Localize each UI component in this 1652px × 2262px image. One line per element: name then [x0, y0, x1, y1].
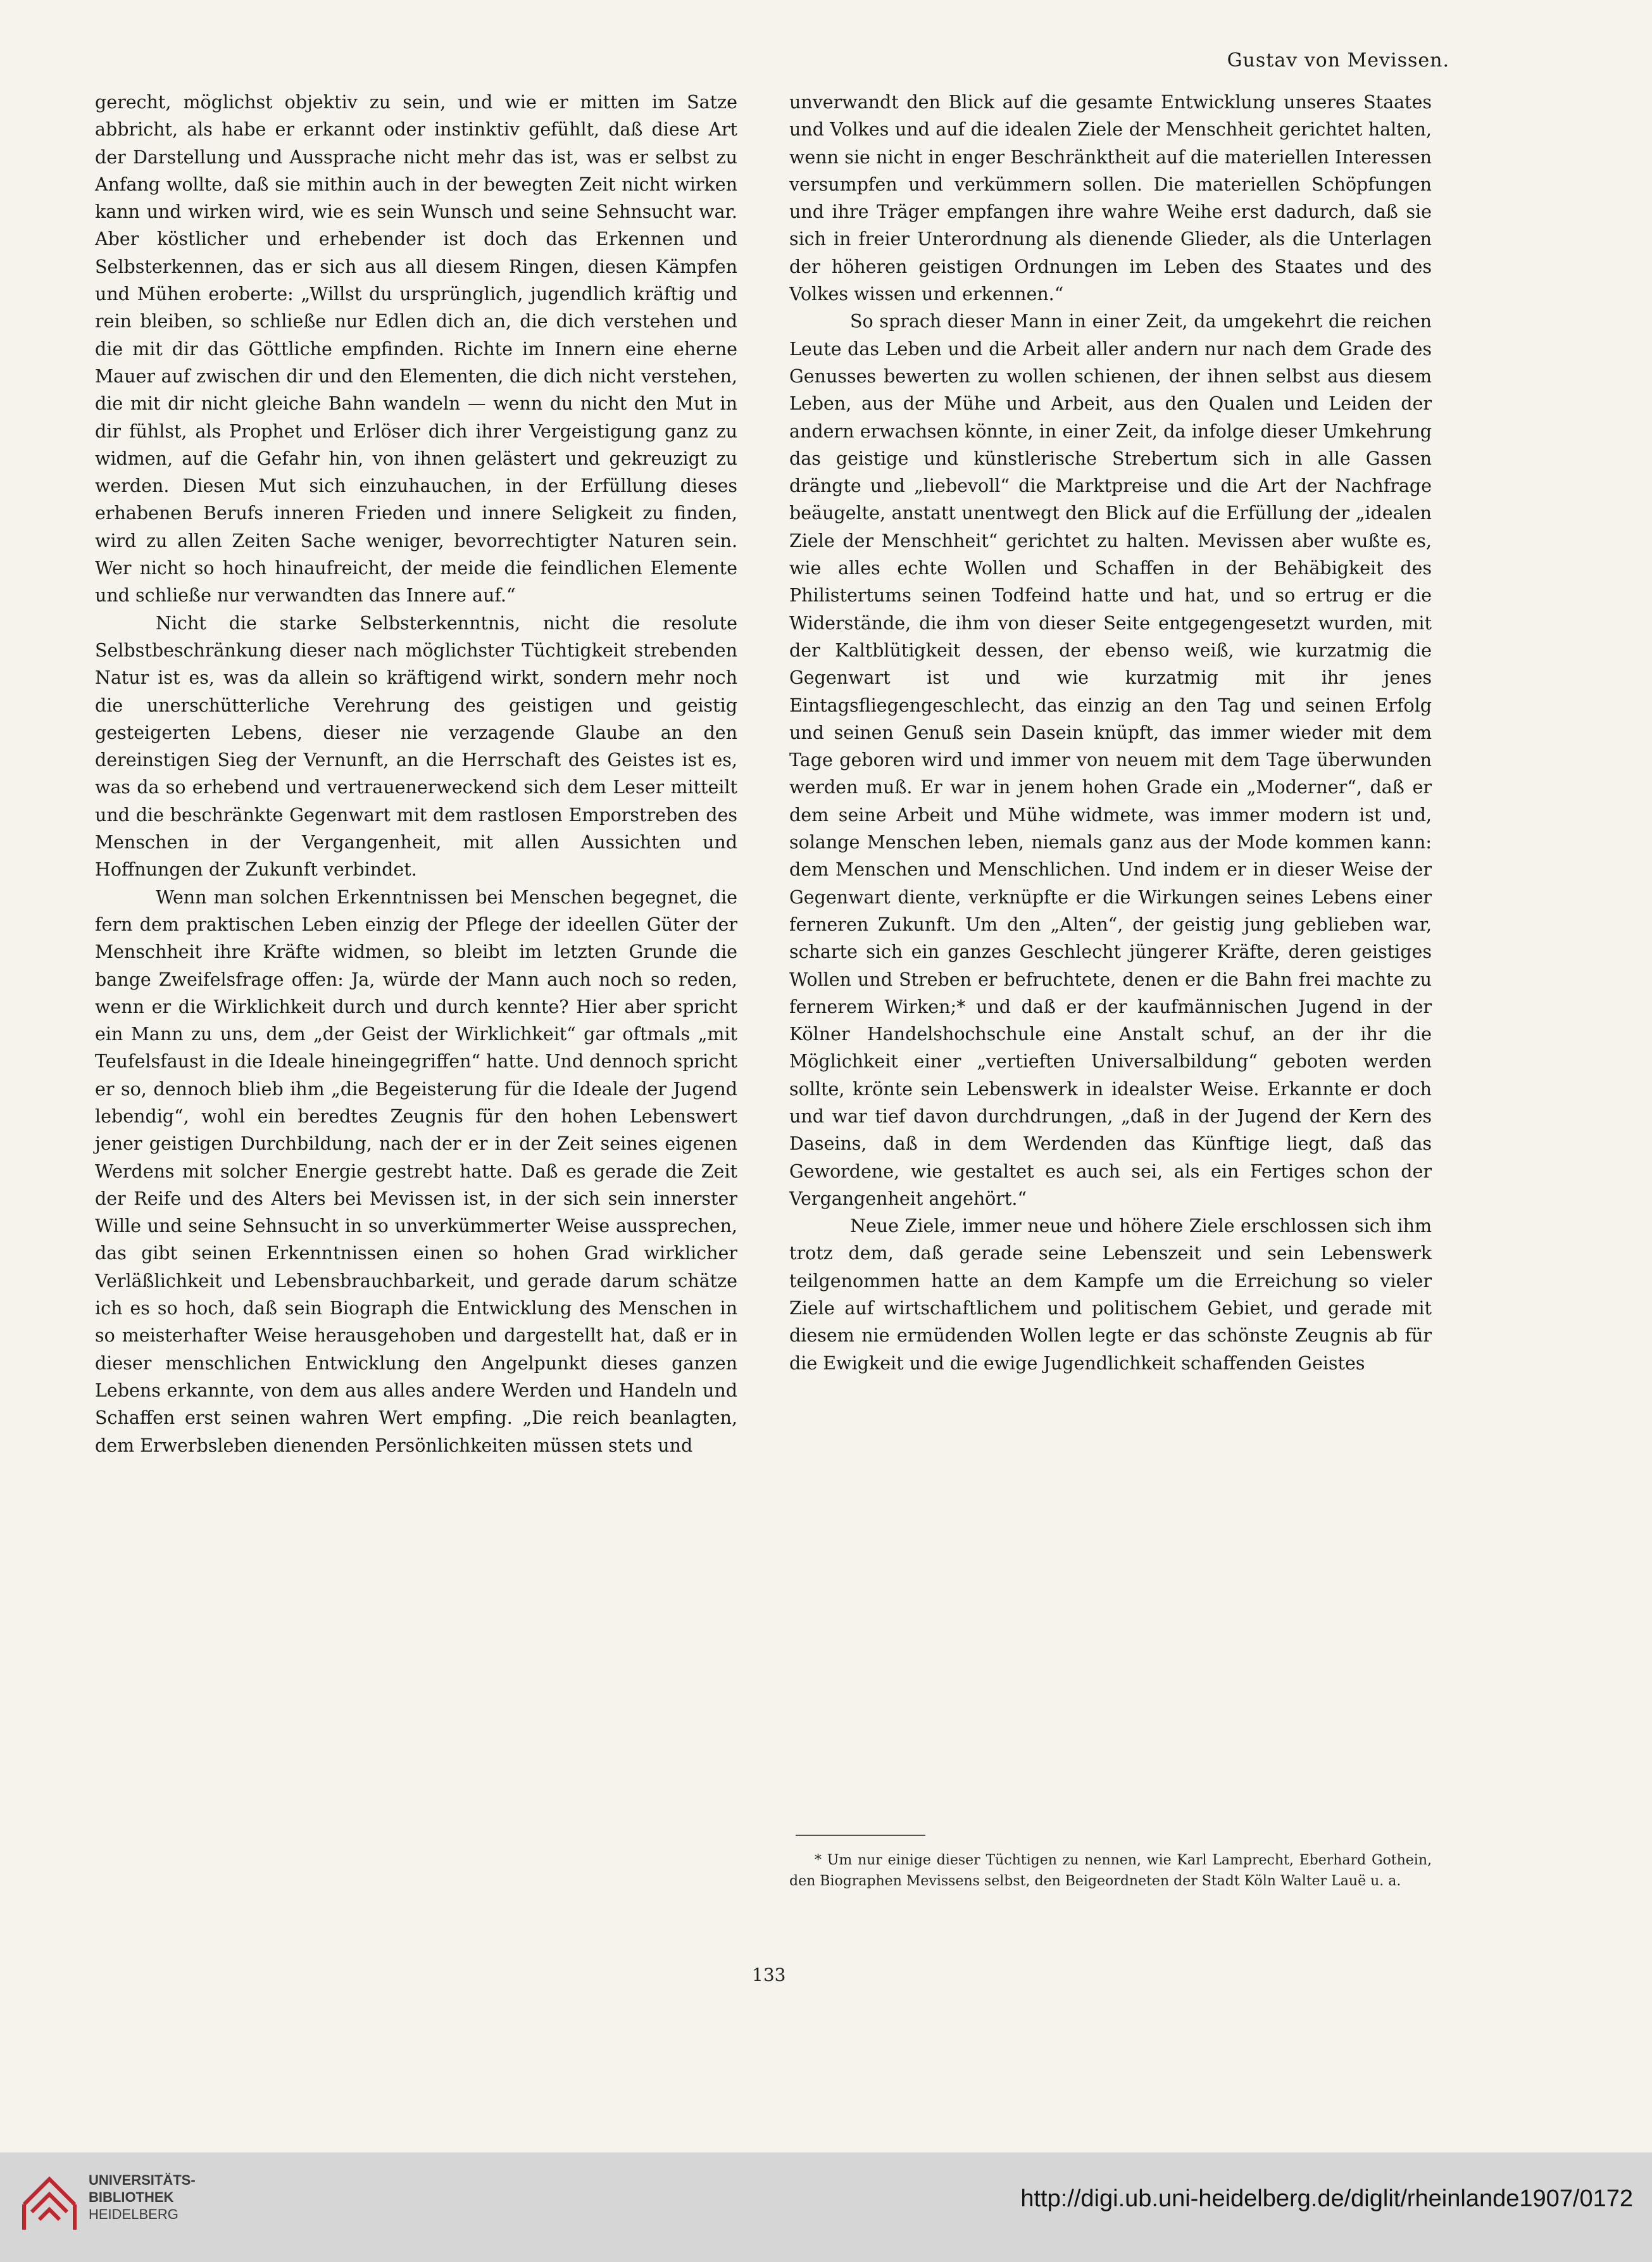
paragraph: So sprach dieser Mann in einer Zeit, da umgekehrt die reichen Leute das Leben und die Arbeit aller andern nur nach dem Grade des Genusses bewerten zu wollen schienen, der ihnen selbst aus diesem Leben, aus der Mühe und Arbeit, aus den Qualen und Leiden der andern erwachsen könnte, in einer Zeit, da infolge dieser Umkehrung das geistige und künstlerische Strebertum sich in alle Gassen drängte und „liebevoll“ die Marktpreise und die Art der Nachfrage beäugelte, anstatt unentwegt den Blick auf die Erfüllung der „idealen Ziele der Menschheit“ gerichtet zu halten. Mevissen aber wußte es, wie alles echte Wollen und Schaffen in der Behäbigkeit des Philistertums seinen Todfeind hatte und hat, und so ertrug er die Widerstände, die ihm von dieser Seite entgegengesetzt wurden, mit der Kaltblütigkeit dessen, der ebenso weiß, wie kurzatmig die Gegenwart ist und wie kurzatmig mit ihr jenes Eintagsfliegengeschlecht, das einzig an den Tag und seinen Erfolg und seinen Genuß sein Dasein knüpft, das immer wieder mit dem Tage geboren wird und immer von neuem mit dem Tage überwunden werden muß. Er war in jenem hohen Grade ein „Moderner“, daß er dem seine Arbeit und Mühe widmete, was immer modern ist und, solange Menschen leben, niemals ganz aus der Mode kommen kann: dem Menschen und Menschlichen. Und indem er in dieser Weise der Gegenwart diente, verknüpfte er die Wirkungen seines Lebens einer ferneren Zukunft. Um den „Alten“, der geistig jung geblieben war, scharte sich ein ganzes Geschlecht jüngerer Kräfte, deren geistiges Wollen und Streben er befruchtete, denen er die Bahn frei machte zu fernerem Wirken;* und daß er der kaufmännischen Jugend in der Kölner Handelshochschule eine Anstalt schuf, an der ihr die Möglichkeit einer „vertieften Universalbildung“ geboten werden sollte, krönte sein Lebenswerk in idealster Weise. Erkannte er doch und war tief davon durchdrungen, „daß in der Jugend der Kern des Daseins, daß in dem Werdenden das Künftige liegt, daß das Gewordene, wie gestaltet es auch sei, als ein Fertiges schon der Vergangenheit angehört.“ [789, 311, 1432, 1209]
left-column [95, 89, 737, 1459]
paragraph: Wenn man solchen Erkenntnissen bei Menschen begegnet, die fern dem praktischen Leben einzig der Pflege der ideellen Güter der Menschheit ihre Kräfte widmen, so bleibt im letzten Grunde die bange Zweifelsfrage offen: Ja, würde der Mann auch noch so reden, wenn er die Wirklichkeit durch und durch kennte? Hier aber spricht ein Mann zu uns, dem „der Geist der Wirklichkeit“ gar oftmals „mit Teufelsfaust in die Ideale hineingegriffen“ hatte. Und dennoch spricht er so, dennoch blieb ihm „die Begeisterung für die Ideale der Jugend lebendig“, wohl ein beredtes Zeugnis für den hohen Lebenswert jener geistigen Durchbildung, nach der er in der Zeit seines eigenen Werdens mit solcher Energie gestrebt hatte. Daß es gerade die Zeit der Reife und des Alters bei Mevissen ist, in der sich sein innerster Wille und seine Sehnsucht in so unverkümmerter Weise aussprechen, das gibt seinen Erkenntnissen einen so hohen Grad wirklicher Verläßlichkeit und Lebensbrauchbarkeit, und gerade darum schätze ich es so hoch, daß sein Biograph die Entwicklung des Menschen in so meisterhafter Weise herausgehoben und dargestellt hat, daß er in dieser menschlichen Entwicklung den Angelpunkt dieses ganzen Lebens erkannte, von dem aus alles andere Werden und Handeln und Schaffen erst seinen wahren Wert empfing. „Die reich beanlagten, dem Erwerbsleben dienenden Persönlichkeiten müssen stets und [95, 886, 737, 1456]
footnote [789, 1835, 1432, 1892]
footnote-rule [796, 1835, 925, 1836]
running-title: Gustav von Mevissen. [1227, 49, 1449, 72]
footnote-text: * Um nur einige dieser Tüchtigen zu nennen, wie Karl Lamprecht, Eberhard Gothein, den Biographen Mevissens selbst, den Beigeordneten der Stadt Köln Walter Lauë u. a. [789, 1852, 1432, 1889]
library-name-line: BIBLIOTHEK [89, 2189, 174, 2205]
paragraph: unverwandt den Blick auf die gesamte Entwicklung unseres Staates und Volkes und auf die idealen Ziele der Menschheit gerichtet halten, wenn sie nicht in enger Beschränktheit auf die materiellen Interessen versumpfen und verkümmern sollen. Die materiellen Schöpfungen und ihre Träger empfangen ihre wahre Weihe erst dadurch, daß sie sich in freier Unterordnung als dienende Glieder, als die Unterlagen der höheren geistigen Ordnungen im Leben des Staates und des Volkes wissen und erkennen.“ [789, 92, 1432, 305]
library-name-line: UNIVERSITÄTS- [89, 2172, 196, 2188]
library-name-line: HEIDELBERG [89, 2206, 178, 2222]
library-name [89, 2171, 196, 2223]
page-number: 133 [752, 1964, 786, 1985]
viewer-footer [0, 2152, 1652, 2262]
paragraph: Nicht die starke Selbsterkenntnis, nicht die resolute Selbstbeschränkung dieser nach möglichster Tüchtigkeit strebenden Natur ist es, was da allein so kräftigend wirkt, sondern mehr noch die unerschütterliche Verehrung des geistigen und geistig gesteigerten Lebens, dieser nie verzagende Glaube an den dereinstigen Sieg der Vernunft, an die Herrschaft des Geistes ist es, was da so erhebend und vertrauenerweckend sich dem Leser mitteilt und die beschränkte Gegenwart mit dem rastlosen Emporstreben des Menschen in der Vergangenheit, mit allen Aussichten und Hoffnungen der Zukunft verbindet. [95, 612, 737, 881]
paragraph: gerecht, möglichst objektiv zu sein, und wie er mitten im Satze abbricht, als habe er erkannt oder instinktiv gefühlt, daß diese Art der Darstellung und Aussprache nicht mehr das ist, was er selbst zu Anfang wollte, daß sie mithin auch in der bewegten Zeit nicht wirken kann und wirken wird, wie es sein Wunsch und seine Sehnsucht war. Aber köstlicher und erhebender ist doch das Erkennen und Selbsterkennen, das er sich aus all diesem Ringen, diesen Kämpfen und Mühen eroberte: „Willst du ursprünglich, jugendlich kräftig und rein bleiben, so schließe nur Edlen dich an, die dich verstehen und die mit dir das Göttliche empfinden. Richte im Innern eine eherne Mauer auf zwischen dir und den Elementen, die dich nicht verstehen, die mit dir nicht gleiche Bahn wandeln — wenn du nicht den Mut in dir fühlst, als Prophet und Erlöser dich ihrer Vergeistigung ganz zu widmen, auf die Gefahr hin, von ihnen gelästert und gekreuzigt zu werden. Diesen Mut sich einzuhauchen, in der Erfüllung dieses erhabenen Berufs inneren Frieden und innere Seligkeit zu finden, wird zu allen Zeiten Sache weniger, bevorrechtigter Naturen sein. Wer nicht so hoch hinaufreicht, der meide die feindlichen Elemente und schließe nur verwandten das Innere auf.“ [95, 92, 737, 606]
paragraph: Neue Ziele, immer neue und höhere Ziele erschlossen sich ihm trotz dem, daß gerade seine Lebenszeit und sein Lebenswerk teilgenommen hatte an dem Kampfe um die Erreichung so vieler Ziele auf wirtschaftlichem und politischem Gebiet, und gerade mit diesem nie ermüdenden Wollen legte er das schönste Zeugnis ab für die Ewigkeit und die ewige Jugendlichkeit schaffenden Geistes [789, 1216, 1432, 1374]
right-column [789, 89, 1432, 1377]
source-url-link[interactable]: http://digi.ub.uni-heidelberg.de/diglit/rheinlande1907/0172 [1020, 2185, 1633, 2212]
library-logo-icon [18, 2166, 81, 2236]
